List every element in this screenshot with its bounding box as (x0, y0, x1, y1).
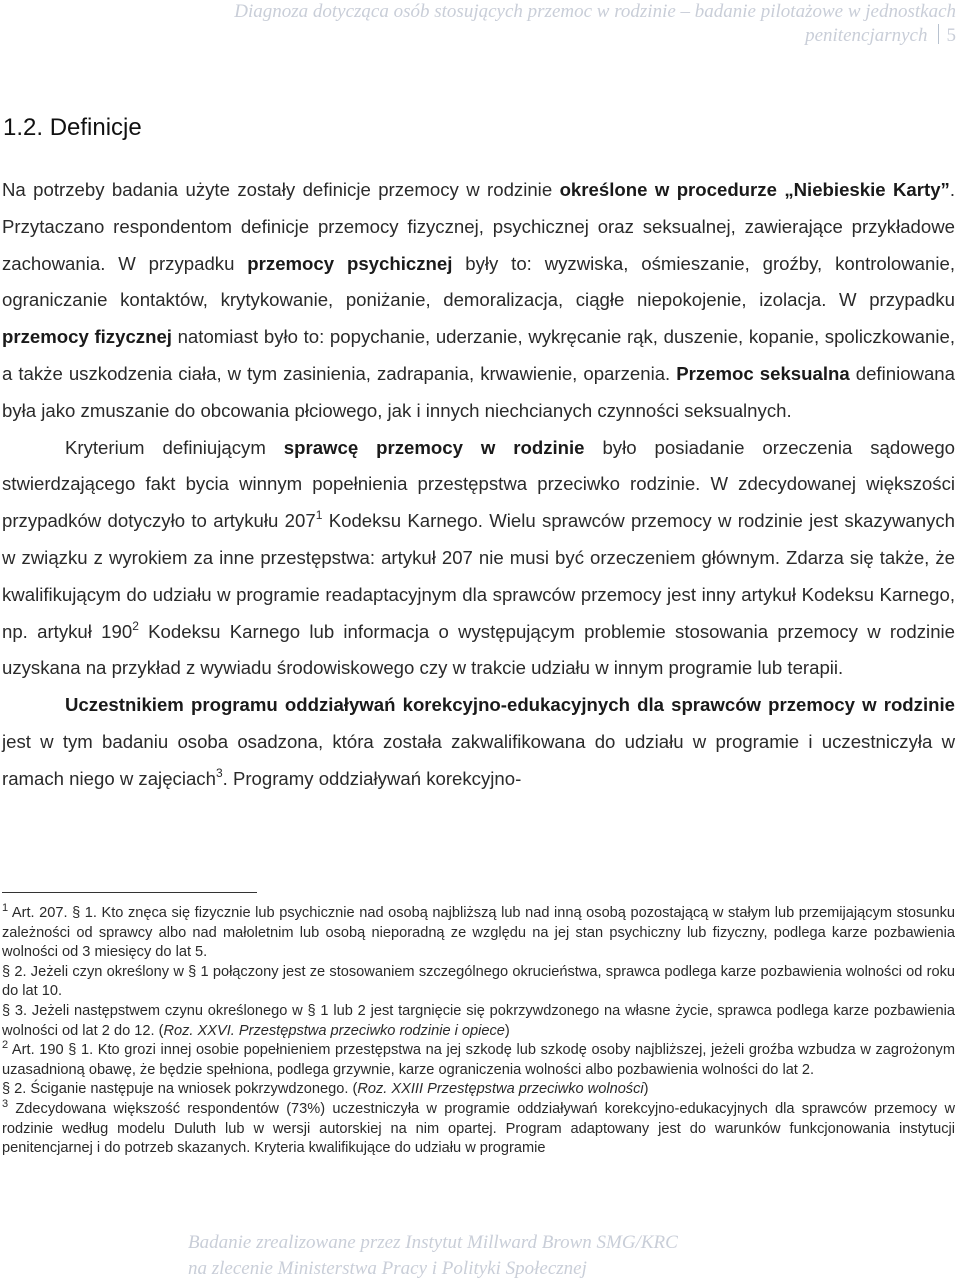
text-run: . Przytaczano respondentom definicje przemocy fizycznej, psychicznej oraz seksualnej, zawierające przykładowe zachowania. W przypadku (2, 179, 956, 274)
footnote-text: Art. 190 § 1. Kto grozi innej osobie popełnieniem przestępstwa na jej szkodę lub szkodę osoby najbliższej, jeżeli groźba wzbudza w zagrożonym uzasadnioną obawę, że będzie spełniona, podlega grzywnie, karze ograniczenia wolności albo pozbawienia wolności do lat 2. (2, 1042, 955, 1078)
footnote-text: ) (504, 1022, 510, 1039)
text-run: było posiadanie orzeczenia sądowego stwierdzającego fakt bycia winnym popełnienia przestępstwa przeciwko rodzinie. W zdecydowanej większości przypadków dotyczyło to artykułu 207 (2, 436, 955, 532)
footnote-text: Art. 207. § 1. Kto znęca się fizycznie lub psychicznie nad osobą najbliższą lub nad inną osobą pozostającą w stałym lub przemijającym stosunku zależności od sprawcy albo nad małoletnim lub osobą nieporadną ze względu na jej stan psychiczny lub fizyczny, podlega karze pozbawienia wolności od 3 miesięcy do lat 5. (2, 905, 955, 961)
footnote-ref[interactable]: 2 (132, 618, 139, 633)
paragraph-definitions (2, 172, 955, 430)
footnote-number: 2 (2, 1039, 9, 1052)
footnotes (2, 904, 955, 1159)
section-title: 1.2. Definicje (3, 114, 142, 141)
footnote-3 (2, 1097, 955, 1159)
paragraph-participant (2, 687, 955, 797)
footnote-2-par2 (2, 1080, 955, 1100)
footnote-1-par3 (2, 1002, 955, 1041)
page-number: 5 (946, 25, 956, 46)
footnote-ref[interactable]: 1 (315, 508, 323, 523)
header-title: Diagnoza dotycząca osób stosujących przemoc w rodzinie – badanie pilotażowe w jednostkach (234, 1, 956, 22)
footnote-1-par2 (2, 963, 955, 1002)
text-run: Kryterium definiującym (65, 436, 284, 458)
header-title-cont: penitencjarnych (805, 25, 928, 46)
text-run: . Programy oddziaływań korekcyjno- (222, 767, 522, 789)
footnote-text: Zdecydowana większość respondentów (73%) uczestniczyła w programie oddziaływań korekcyjno-edukacyjnych dla sprawców przemocy w rodzinie według modelu Duluth lub w wersji autorskiej na nim opartej. Program adaptowany jest do warunków funkcjonowania instytucji penitencjarnej i do potrzeb skazanych. Kryteria kwalifikujące do udziału w programie (2, 1100, 955, 1157)
bold-run: Uczestnikiem programu oddziaływań korekcyjno-edukacyjnych dla sprawców przemocy w rodzinie (65, 694, 955, 716)
running-header (56, 0, 956, 48)
text-run: były to: wyzwiska, ośmieszanie, groźby, kontrolowanie, ograniczanie kontaktów, krytykowanie, poniżanie, demoralizacja, ciągłe niepokojenie, izolacja. W przypadku (2, 252, 955, 311)
bold-run: przemocy psychicznej (247, 252, 453, 274)
text-run: definiowana była jako zmuszanie do obcowania płciowego, jak i innych niechcianych czynności seksualnych. (2, 362, 955, 421)
footer-line-2: na zlecenie Ministerstwa Pracy i Polityki Społecznej (188, 1258, 587, 1279)
footnote-number: 1 (2, 902, 9, 914)
footnote-text: ) (643, 1081, 649, 1098)
footnote-divider (2, 892, 257, 893)
text-run: Na potrzeby badania użyte zostały definicje przemocy w rodzinie (2, 179, 560, 200)
paragraph-perpetrator (2, 430, 955, 688)
header-separator (938, 24, 939, 44)
footnote-ref[interactable]: 3 (215, 765, 223, 780)
footer-line-1: Badanie zrealizowane przez Instytut Millward Brown SMG/KRC (188, 1232, 678, 1253)
footnote-text: § 2. Ściganie następuje na wniosek pokrzywdzonego. ( (2, 1081, 358, 1098)
bold-run: Przemoc seksualna (676, 362, 850, 384)
footnote-1 (2, 904, 955, 963)
running-footer (188, 1230, 678, 1282)
footnote-number: 3 (2, 1097, 9, 1110)
bold-run: przemocy fizycznej (2, 326, 172, 348)
footnote-2 (2, 1041, 955, 1080)
footnote-citation: Roz. XXIII Przestępstwa przeciwko wolności (357, 1081, 644, 1098)
text-run: natomiast było to: popychanie, uderzanie, wykręcanie rąk, duszenie, kopanie, spoliczkowanie, a także uszkodzenia ciała, w tym zasinienia, zadrapania, krwawienie, oparzenia. (2, 326, 956, 384)
body-text (2, 172, 955, 798)
text-run: Kodeksu Karnego. Wielu sprawców przemocy w rodzinie jest skazywanych w związku z wyrokiem za inne przestępstwa: artykuł 207 nie musi być orzeczeniem głównym. Zdarza się także, że kwalifikującym do udziału w programie readaptacyjnym dla sprawców przemocy jest inny artykuł Kodeksu Karnego, np. artykuł 190 (2, 510, 955, 642)
bold-run: określone w procedurze „Niebieskie Karty” (559, 179, 950, 200)
bold-run: sprawcę przemocy w rodzinie (283, 436, 585, 458)
footnote-citation: Roz. XXVI. Przestępstwa przeciwko rodzinie i opiece (163, 1022, 505, 1039)
text-run: Kodeksu Karnego lub informacja o występującym problemie stosowania przemocy w rodzinie uzyskana na przykład z wywiadu środowiskowego czy w trakcie udziału w innym programie lub terapii. (2, 620, 956, 679)
text-run: jest w tym badaniu osoba osadzona, która została zakwalifikowana do udziału w programie i uczestniczyła w ramach niego w zajęciach (2, 730, 955, 789)
footnote-text: § 3. Jeżeli następstwem czynu określonego w § 1 lub 2 jest targnięcie się pokrzywdzonego na własne życie, sprawca podlega karze pozbawienia wolności od lat 2 do 12. ( (2, 1002, 955, 1039)
footnote-text: § 2. Jeżeli czyn określony w § 1 połączony jest ze stosowaniem szczególnego okrucieństwa, sprawca podlega karze pozbawienia wolności od roku do lat 10. (2, 963, 955, 1000)
